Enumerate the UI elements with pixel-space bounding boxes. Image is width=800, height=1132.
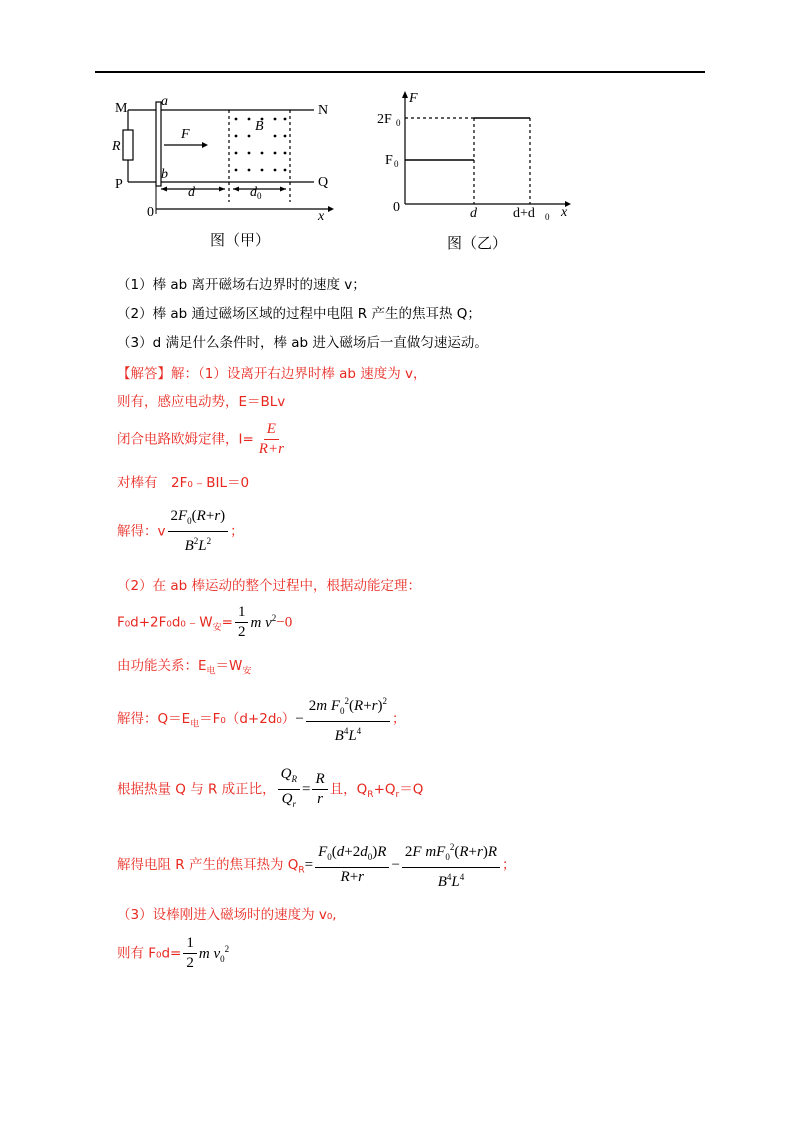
- solution-line-8: 由功能关系：$E_电=W_安$: [117, 658, 252, 677]
- label-x: x: [561, 205, 568, 220]
- label-F-axis: F: [409, 91, 418, 106]
- force-graph: [375, 88, 585, 228]
- svg-text:0: 0: [396, 118, 401, 128]
- svg-text:0: 0: [545, 212, 550, 222]
- label-N: N: [318, 103, 329, 118]
- solution-line-1: 【解答】解：（1）设离开右边界时棒 ab 速度为 v，: [117, 366, 427, 382]
- solution-line-7: $F_0d+2F_0d_0﹣W_安=$ $\frac{1}{2}$ m $v^2-0$: [117, 604, 293, 640]
- label-F: F: [181, 127, 190, 142]
- solution-line-4: 对棒有 2F₀﹣BIL＝0: [117, 475, 250, 491]
- solution-line-13: 则有 F₀d= $\frac{1}{2}$ m $v_0^2$: [117, 935, 230, 971]
- solution-line-10: 根据热量 Q 与 R 成正比， $\frac{Q_R}{Q_r}$ = $\frac{R}{r}$ 且，$Q_R+Q_r=Q$: [117, 766, 424, 809]
- svg-text:0: 0: [394, 159, 399, 169]
- label-a: a: [161, 94, 168, 109]
- label-M: M: [115, 101, 128, 116]
- label-origin: 0: [393, 200, 400, 215]
- solution-line-3: 闭合电路欧姆定律，I= $\frac{E}{R+r}$: [117, 421, 284, 457]
- label-P: P: [115, 177, 123, 192]
- solution-line-5: 解得：v $\frac{2F_0(R+r)}{B^2L^2}$ ；: [117, 508, 244, 554]
- solution-line-11: 解得电阻 R 产生的焦耳热为 $Q_R=$ $\frac{F_0(d+2d_0)R}{R+r}$ − $\frac{2F mF_0^2(R+r)R}{B^4L^4}$ ；: [117, 838, 515, 892]
- resistor: [123, 130, 133, 160]
- label-b: b: [161, 167, 168, 182]
- solution-line-2: 则有，感应电动势，E＝BLv: [117, 394, 286, 410]
- figure-2-caption: 图（乙）: [447, 234, 508, 252]
- label-B: B: [255, 119, 264, 134]
- answer-tag: 【解答】: [117, 366, 171, 382]
- solution-line-9: 解得：$Q=E_电=F_0(d+2d_0)-$ $\frac{2m F_0^2(R+r)^2}{B^4L^4}$ ；: [117, 692, 406, 746]
- header-rule: [95, 71, 705, 73]
- label-origin: 0: [147, 205, 154, 220]
- label-2F0: 2F: [377, 112, 392, 127]
- label-Q: Q: [318, 175, 329, 190]
- solution-line-6: （2）在 ab 棒运动的整个过程中，根据动能定理：: [117, 578, 422, 594]
- question-2: （2）棒 ab 通过磁场区域的过程中电阻 R 产生的焦耳热 Q；: [117, 306, 481, 322]
- label-x: x: [318, 209, 325, 224]
- label-d0-sub: 0: [257, 191, 262, 201]
- label-d0: d: [250, 185, 257, 200]
- label-F0: F: [385, 153, 393, 168]
- label-d-plus-d0: d+d: [513, 206, 535, 221]
- solution-line-12: （3）设棒刚进入磁场时的速度为 v₀,: [117, 907, 337, 923]
- label-R: R: [112, 139, 121, 154]
- label-d: d: [470, 206, 477, 221]
- question-1: （1）棒 ab 离开磁场右边界时的速度 v；: [117, 277, 366, 293]
- question-3: （3）d 满足什么条件时，棒 ab 进入磁场后一直做匀速运动。: [117, 335, 488, 351]
- circuit-figure: [108, 92, 348, 232]
- figure-1-caption: 图（甲）: [210, 231, 271, 249]
- label-d: d: [188, 185, 195, 200]
